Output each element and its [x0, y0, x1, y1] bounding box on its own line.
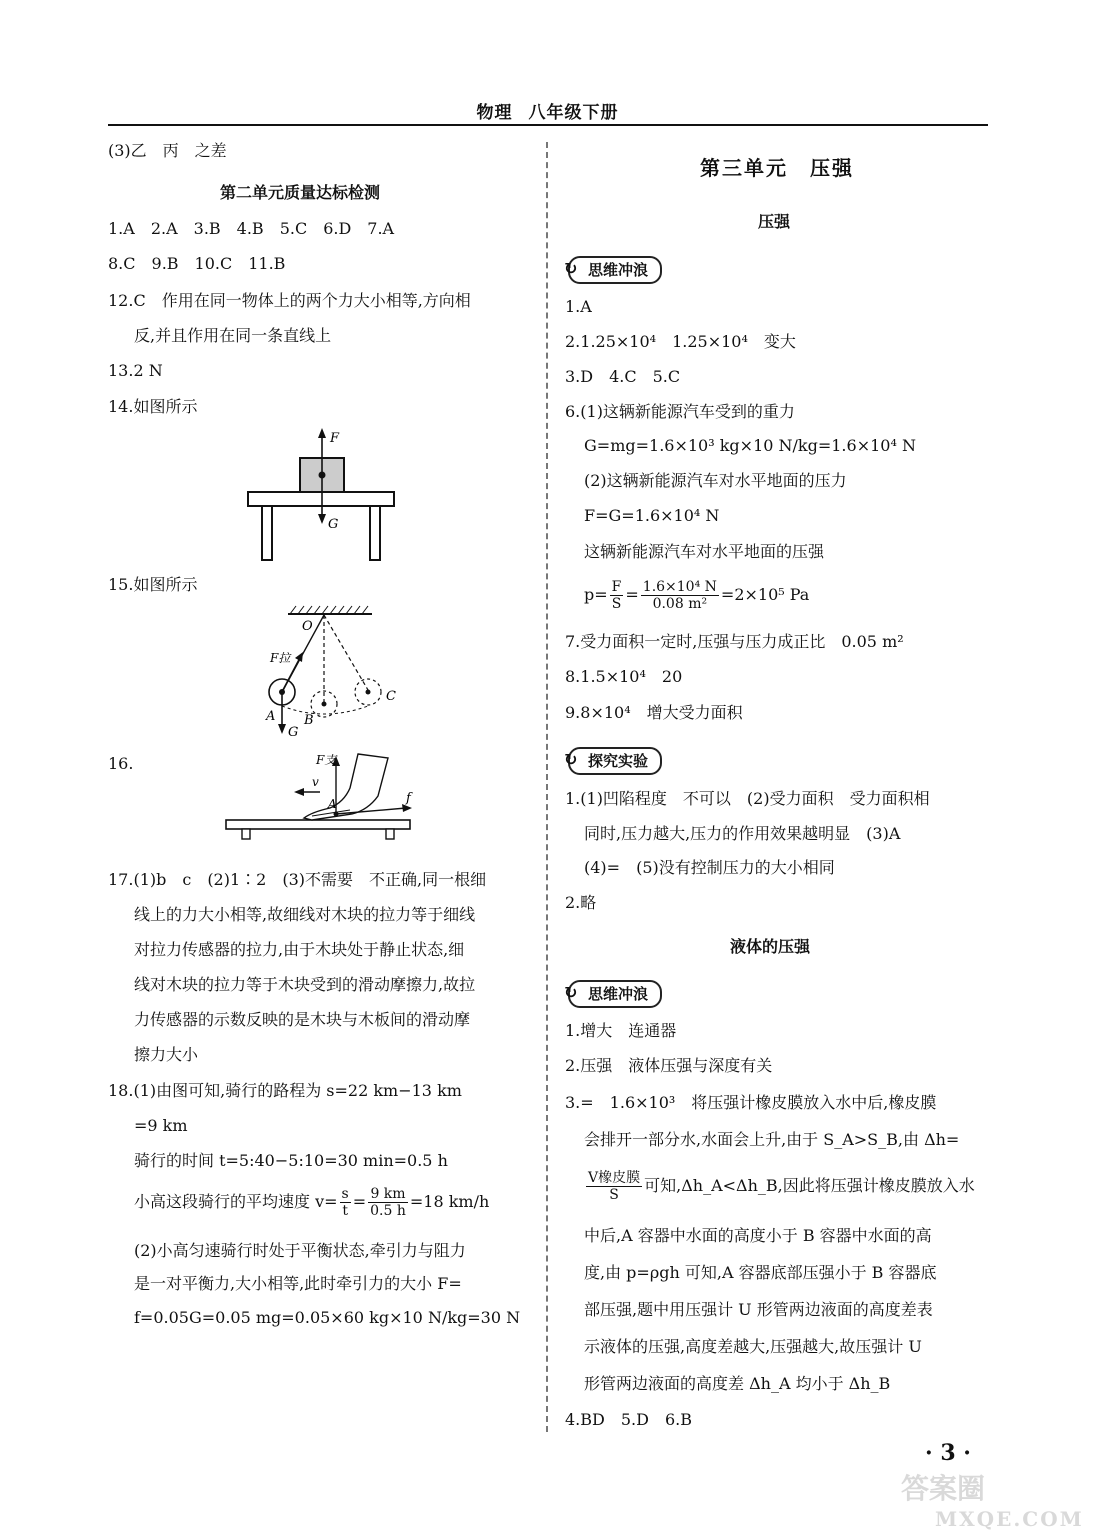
arrowhead-icon — [318, 428, 326, 438]
unit-title: 第三单元 压强 — [700, 156, 854, 180]
answer-line: 2.略 — [565, 893, 597, 912]
swirl-icon: ↻ — [564, 983, 578, 1002]
page-number: · 3 · — [925, 1440, 971, 1466]
fraction — [610, 579, 624, 612]
figure-15-pendulum — [252, 600, 422, 742]
answer-line: 18.(1)由图可知,骑行的路程为 s=22 km−13 km — [108, 1081, 462, 1100]
answer-line: 线对木块的拉力等于木块受到的滑动摩擦力,故拉 — [134, 975, 476, 994]
answer-line: 16. — [108, 754, 134, 773]
fraction — [340, 1186, 351, 1219]
answer-line: (2)这辆新能源汽车对水平地面的压力 — [584, 471, 847, 490]
answer-line: 形管两边液面的高度差 Δh_A 均小于 Δh_B — [584, 1374, 891, 1393]
arrowhead-icon — [318, 514, 326, 524]
label-v: v — [312, 775, 319, 789]
table-leg — [262, 506, 272, 560]
answer-line: 中后,A 容器中水面的高度小于 B 容器中水面的高 — [584, 1226, 932, 1245]
answer-line: 骑行的时间 t=5:40−5:10=30 min=0.5 h — [134, 1151, 448, 1170]
answer-line: 8.1.5×10⁴ 20 — [565, 667, 683, 686]
formula-text: =2×10⁵ Pa — [720, 585, 810, 604]
answer-line: 1.A 2.A 3.B 4.B 5.C 6.D 7.A — [108, 219, 395, 238]
arrowhead-icon — [278, 724, 286, 734]
badge-label: 探究实验 — [588, 752, 649, 770]
label-g: G — [288, 725, 299, 740]
denominator: 0.08 m² — [652, 596, 708, 612]
header-grade: 八年级下册 — [528, 103, 619, 123]
column-divider — [546, 142, 548, 1432]
swing-path — [282, 706, 368, 714]
section-title-unit2: 第二单元质量达标检测 — [220, 183, 381, 202]
answer-line: 对拉力传感器的拉力,由于木块处于静止状态,细 — [134, 940, 465, 959]
answer-line: 力传感器的示数反映的是木块与木板间的滑动摩 — [134, 1010, 471, 1029]
fraction — [641, 579, 719, 612]
answer-line: 擦力大小 — [134, 1045, 199, 1064]
answer-line: 同时,压力越大,压力的作用效果越明显 (3)A — [584, 824, 901, 843]
answer-line-formula — [584, 1168, 975, 1204]
denominator: t — [342, 1203, 348, 1219]
answer-line: 15.如图所示 — [108, 575, 198, 594]
watermark-text: MXQE.COM — [935, 1507, 1084, 1531]
tabletop — [248, 492, 394, 506]
answer-line: 1.A — [565, 297, 592, 316]
answer-line: 4.BD 5.D 6.B — [565, 1410, 692, 1429]
section-title: 液体的压强 — [730, 937, 811, 956]
badge-experiment — [564, 747, 662, 775]
badge-label: 思维冲浪 — [588, 985, 649, 1003]
board — [226, 820, 410, 829]
answer-line: 14.如图所示 — [108, 397, 198, 416]
answer-line-formula — [584, 577, 809, 613]
answer-line: 17.(1)b c (2)1∶2 (3)不需要 不正确,同一根细 — [108, 870, 487, 889]
formula-text: = — [352, 1192, 367, 1211]
answer-line: 3.= 1.6×10³ 将压强计橡皮膜放入水中后,橡皮膜 — [565, 1093, 937, 1112]
answer-line: 13.2 N — [108, 361, 163, 380]
formula-text: p= — [584, 585, 608, 604]
numerator: 1.6×10⁴ N — [642, 579, 717, 595]
header-rule — [108, 124, 988, 126]
running-header — [0, 98, 1095, 123]
label-f-friction: f — [406, 791, 411, 806]
answer-line: (3)乙 丙 之差 — [108, 141, 227, 160]
badge-label: 思维冲浪 — [588, 261, 649, 279]
answer-line: 2.1.25×10⁴ 1.25×10⁴ 变大 — [565, 332, 796, 351]
ball-c-center — [366, 690, 371, 695]
answer-line: F=G=1.6×10⁴ N — [584, 506, 720, 525]
answer-line: 线上的力大小相等,故细线对木块的拉力等于细线 — [134, 905, 476, 924]
answer-line: 1.(1)凹陷程度 不可以 (2)受力面积 受力面积相 — [565, 789, 930, 808]
label-b: B — [304, 713, 314, 728]
denominator: S — [609, 1187, 619, 1203]
answer-line: (4)= (5)没有控制压力的大小相同 — [584, 858, 835, 877]
label-f: F — [330, 431, 340, 446]
formula-text: = — [625, 585, 639, 604]
formula-text: 可知,Δh_A<Δh_B,因此将压强计橡皮膜放入水 — [644, 1176, 975, 1195]
answer-line: 12.C 作用在同一物体上的两个力大小相等,方向相 — [108, 291, 471, 310]
board-support — [386, 829, 394, 839]
answer-line-formula — [134, 1184, 489, 1220]
denominator: 0.5 h — [370, 1203, 406, 1219]
answer-line: 2.压强 液体压强与深度有关 — [565, 1056, 773, 1075]
label-f-pull: F拉 — [270, 651, 291, 665]
answer-line: 3.D 4.C 5.C — [565, 367, 681, 386]
watermark-logo — [895, 1468, 1085, 1532]
answer-line: 8.C 9.B 10.C 11.B — [108, 254, 286, 273]
answer-line: 会排开一部分水,水面会上升,由于 S_A>S_B,由 Δh= — [584, 1130, 960, 1149]
figure-16-foot-on-board — [220, 748, 416, 848]
header-subject: 物理 — [476, 103, 513, 123]
label-c: C — [386, 689, 396, 704]
fraction — [586, 1170, 642, 1203]
answer-line: f=0.05G=0.05 mg=0.05×60 kg×10 N/kg=30 N — [134, 1308, 521, 1327]
denominator: S — [611, 596, 622, 612]
label-a: A — [328, 797, 337, 811]
label-o: O — [302, 619, 313, 634]
swirl-icon: ↻ — [564, 259, 578, 278]
table-leg — [370, 506, 380, 560]
answer-line: 示液体的压强,高度差越大,压强越大,故压强计 U — [584, 1337, 922, 1356]
answer-line: G=mg=1.6×10³ kg×10 N/kg=1.6×10⁴ N — [584, 436, 916, 455]
answer-line: (2)小高匀速骑行时处于平衡状态,牵引力与阻力 — [134, 1241, 466, 1260]
numerator: V橡皮膜 — [588, 1170, 641, 1186]
ceiling-hatch — [290, 606, 368, 614]
fraction — [368, 1186, 408, 1219]
label-a: A — [266, 709, 276, 724]
answer-line: 部压强,题中用压强计 U 形管两边液面的高度差表 — [584, 1300, 933, 1319]
badge-thinking — [564, 980, 662, 1008]
section-title: 压强 — [758, 212, 791, 231]
answer-line: 9.8×10⁴ 增大受力面积 — [565, 703, 743, 722]
answer-line: =9 km — [134, 1116, 188, 1135]
formula-text: 小高这段骑行的平均速度 v= — [134, 1192, 338, 1211]
badge-thinking — [564, 256, 662, 284]
string-c — [324, 615, 368, 690]
formula-text: =18 km/h — [409, 1192, 490, 1211]
answer-line: 1.增大 连通器 — [565, 1021, 677, 1040]
answer-line: 7.受力面积一定时,压强与压力成正比 0.05 m² — [565, 632, 904, 651]
numerator: 9 km — [368, 1186, 408, 1203]
answer-line: 这辆新能源汽车对水平地面的压强 — [584, 542, 825, 561]
answer-line: 反,并且作用在同一条直线上 — [134, 326, 332, 345]
ball-b-center — [322, 702, 327, 707]
watermark-text: 答案圈 — [901, 1472, 986, 1505]
answer-line: 是一对平衡力,大小相等,此时牵引力的大小 F= — [134, 1274, 462, 1293]
answer-line: 度,由 p=ρgh 可知,A 容器底部压强小于 B 容器底 — [584, 1263, 937, 1282]
figure-14-table-block — [240, 426, 410, 566]
numerator: F — [611, 579, 622, 595]
board-support — [242, 829, 250, 839]
label-g: G — [328, 517, 339, 532]
numerator: s — [341, 1186, 349, 1202]
label-f-support: F支 — [316, 753, 337, 767]
answer-line: 6.(1)这辆新能源汽车受到的重力 — [565, 402, 795, 421]
swirl-icon: ↻ — [564, 750, 578, 769]
arrowhead-icon — [294, 788, 304, 796]
